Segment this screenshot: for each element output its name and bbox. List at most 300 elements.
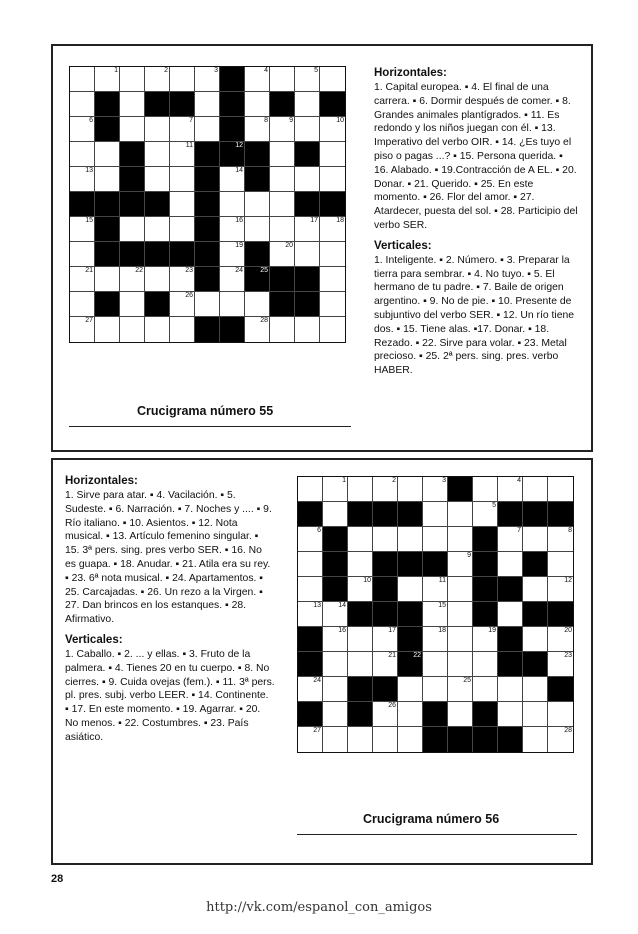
grid-cell[interactable] <box>323 677 348 702</box>
grid-cell[interactable] <box>548 477 573 502</box>
grid-cell[interactable] <box>220 217 245 242</box>
clue-number: 16 <box>235 217 243 224</box>
black-square <box>195 217 220 242</box>
grid-cell[interactable] <box>373 652 398 677</box>
grid-cell[interactable] <box>348 527 373 552</box>
clue-number: 13 <box>313 602 321 609</box>
clue-number: 20 <box>564 627 572 634</box>
grid-cell[interactable] <box>348 577 373 602</box>
clue-number: 24 <box>235 267 243 274</box>
grid-cell[interactable] <box>448 527 473 552</box>
grid-cell[interactable] <box>95 67 120 92</box>
black-square <box>373 552 398 577</box>
black-square <box>95 192 120 217</box>
grid-cell[interactable] <box>245 292 270 317</box>
black-square <box>473 727 498 752</box>
black-square <box>320 192 345 217</box>
footer-url: http://vk.com/espanol_con_amigos <box>206 900 432 915</box>
grid-cell[interactable] <box>320 167 345 192</box>
grid-cell[interactable] <box>473 652 498 677</box>
grid-cell[interactable] <box>298 527 323 552</box>
black-square <box>295 267 320 292</box>
black-square <box>120 242 145 267</box>
clue-number: 25 <box>260 267 268 274</box>
grid-cell[interactable] <box>348 627 373 652</box>
grid-cell[interactable] <box>145 142 170 167</box>
grid-cell[interactable] <box>245 192 270 217</box>
black-square <box>373 602 398 627</box>
black-square <box>548 502 573 527</box>
clue-number: 24 <box>313 677 321 684</box>
grid-cell[interactable] <box>523 727 548 752</box>
black-square <box>523 552 548 577</box>
clue-number: 6 <box>89 117 93 124</box>
grid-cell[interactable] <box>295 317 320 342</box>
clue-number: 12 <box>235 142 243 149</box>
black-square <box>473 552 498 577</box>
clue-number: 15 <box>438 602 446 609</box>
clue-number: 14 <box>338 602 346 609</box>
grid-cell[interactable] <box>95 142 120 167</box>
grid-cell[interactable] <box>220 192 245 217</box>
black-square <box>95 242 120 267</box>
grid-cell[interactable] <box>320 217 345 242</box>
grid-cell[interactable] <box>548 527 573 552</box>
grid-cell[interactable] <box>398 677 423 702</box>
grid-cell[interactable] <box>473 677 498 702</box>
grid-cell[interactable] <box>245 117 270 142</box>
grid-cell[interactable] <box>473 502 498 527</box>
clue-number: 23 <box>564 652 572 659</box>
grid-cell[interactable] <box>95 267 120 292</box>
grid-cell[interactable] <box>423 502 448 527</box>
grid-cell[interactable] <box>170 292 195 317</box>
grid-cell[interactable] <box>95 167 120 192</box>
grid-cell[interactable] <box>245 217 270 242</box>
horizontal-heading: Horizontales: <box>65 475 138 487</box>
black-square <box>120 167 145 192</box>
black-square <box>298 627 323 652</box>
black-square <box>373 502 398 527</box>
grid-cell[interactable] <box>548 577 573 602</box>
grid-cell[interactable] <box>120 217 145 242</box>
grid-cell[interactable] <box>70 142 95 167</box>
grid-cell[interactable] <box>245 317 270 342</box>
black-square <box>398 552 423 577</box>
grid-cell[interactable] <box>323 502 348 527</box>
grid-cell[interactable] <box>348 652 373 677</box>
grid-cell[interactable] <box>448 602 473 627</box>
black-square <box>398 627 423 652</box>
black-square <box>473 702 498 727</box>
grid-cell[interactable] <box>120 317 145 342</box>
grid-cell[interactable] <box>548 552 573 577</box>
grid-cell[interactable] <box>270 217 295 242</box>
grid-cell[interactable] <box>373 627 398 652</box>
grid-cell[interactable] <box>70 92 95 117</box>
grid-cell[interactable] <box>348 552 373 577</box>
grid-cell[interactable] <box>523 677 548 702</box>
clue-number: 9 <box>467 552 471 559</box>
grid-cell[interactable] <box>298 677 323 702</box>
grid-cell[interactable] <box>195 92 220 117</box>
grid-cell[interactable] <box>120 267 145 292</box>
black-square <box>423 702 448 727</box>
grid-cell[interactable] <box>170 167 195 192</box>
grid-cell[interactable] <box>320 142 345 167</box>
grid-cell[interactable] <box>145 167 170 192</box>
clue-number: 9 <box>289 117 293 124</box>
clue-number: 19 <box>488 627 496 634</box>
clue-number: 12 <box>564 577 572 584</box>
grid-cell[interactable] <box>170 317 195 342</box>
black-square <box>145 192 170 217</box>
black-square <box>323 577 348 602</box>
grid-cell[interactable] <box>398 727 423 752</box>
crossword-55-title-rule <box>69 426 351 427</box>
black-square <box>220 317 245 342</box>
vertical-heading: Verticales: <box>374 239 432 252</box>
grid-cell[interactable] <box>320 267 345 292</box>
grid-cell[interactable] <box>423 602 448 627</box>
clue-number: 22 <box>413 652 421 659</box>
grid-cell[interactable] <box>320 292 345 317</box>
crossword-55-clues <box>374 66 578 384</box>
grid-cell[interactable] <box>448 627 473 652</box>
grid-cell[interactable] <box>398 577 423 602</box>
grid-cell[interactable] <box>323 602 348 627</box>
grid-cell[interactable] <box>270 317 295 342</box>
grid-cell[interactable] <box>548 627 573 652</box>
grid-cell[interactable] <box>170 192 195 217</box>
grid-cell[interactable] <box>323 652 348 677</box>
grid-cell[interactable] <box>298 577 323 602</box>
clue-number: 1 <box>114 67 118 74</box>
black-square <box>498 727 523 752</box>
grid-cell[interactable] <box>220 242 245 267</box>
grid-cell[interactable] <box>523 627 548 652</box>
grid-cell[interactable] <box>70 67 95 92</box>
grid-cell[interactable] <box>270 167 295 192</box>
grid-cell[interactable] <box>270 142 295 167</box>
clue-number: 8 <box>568 527 572 534</box>
grid-cell[interactable] <box>373 477 398 502</box>
grid-cell[interactable] <box>295 217 320 242</box>
black-square <box>348 702 373 727</box>
crossword-56-grid <box>297 476 574 753</box>
grid-cell[interactable] <box>70 117 95 142</box>
clue-number: 5 <box>492 502 496 509</box>
clue-number: 8 <box>264 117 268 124</box>
grid-cell[interactable] <box>120 117 145 142</box>
black-square <box>373 577 398 602</box>
black-square <box>245 242 270 267</box>
grid-cell[interactable] <box>95 317 120 342</box>
clue-number: 4 <box>517 477 521 484</box>
grid-cell[interactable] <box>320 117 345 142</box>
black-square <box>270 92 295 117</box>
grid-cell[interactable] <box>423 627 448 652</box>
clue-number: 26 <box>185 292 193 299</box>
grid-cell[interactable] <box>373 702 398 727</box>
clue-number: 17 <box>310 217 318 224</box>
grid-cell[interactable] <box>323 477 348 502</box>
black-square <box>448 727 473 752</box>
grid-cell[interactable] <box>145 67 170 92</box>
grid-cell[interactable] <box>548 727 573 752</box>
horizontal-heading: Horizontales: <box>374 67 447 79</box>
grid-cell[interactable] <box>348 727 373 752</box>
clue-number: 4 <box>264 67 268 74</box>
grid-cell[interactable] <box>220 267 245 292</box>
grid-cell[interactable] <box>320 242 345 267</box>
grid-cell[interactable] <box>170 267 195 292</box>
black-square <box>398 602 423 627</box>
black-square <box>298 702 323 727</box>
clue-number: 17 <box>388 627 396 634</box>
grid-cell[interactable] <box>145 317 170 342</box>
vertical-clues: 1. Caballo. ▪ 2. ... y ellas. ▪ 3. Fruto de la palmera. ▪ 4. Tienes 20 en tu cuerpo. ▪ 8. No cierres. ▪ 9. Cuida ovejas (fem.). ▪ 11. 3ª pers. pl. pres. subj. verbo LEER. ▪ 14. Continente. ▪ 17. En este momento. ▪ 19. Agarrar. ▪ 20. No menos. ▪ 22. Costumbres. ▪ 23. País asiático. <box>65 648 275 743</box>
grid-cell[interactable] <box>523 527 548 552</box>
clue-number: 15 <box>85 217 93 224</box>
grid-cell[interactable] <box>245 92 270 117</box>
clue-number: 11 <box>185 142 193 149</box>
black-square <box>373 677 398 702</box>
grid-cell[interactable] <box>195 292 220 317</box>
horizontal-clues: 1. Capital europea. ▪ 4. El final de una carrera. ▪ 6. Dormir después de comer. ▪ 8. Grandes animales plantígrados. ▪ 11. Es redondo y los niños juegan con él. ▪ 13. Imperativo del verbo OIR. ▪ 14. ¿Es tuyo el piso o pagas ...? ▪ 15. Persona querida. ▪ 16. Alabado. ▪ 19.Contracción de A EL. ▪ 20. Donar. ▪ 21. Querido. ▪ 25. En este momento. ▪ 26. Flor del amor. ▪ 27. Atardecer, puesta del sol. ▪ 28. Participio del verbo SER. <box>374 82 578 231</box>
grid-cell[interactable] <box>70 267 95 292</box>
clue-number: 21 <box>85 267 93 274</box>
grid-cell[interactable] <box>270 117 295 142</box>
grid-cell[interactable] <box>548 702 573 727</box>
black-square <box>348 677 373 702</box>
grid-cell[interactable] <box>298 602 323 627</box>
black-square <box>220 117 245 142</box>
grid-cell[interactable] <box>423 652 448 677</box>
grid-cell[interactable] <box>245 67 270 92</box>
clue-number: 1 <box>342 477 346 484</box>
black-square <box>423 552 448 577</box>
black-square <box>195 142 220 167</box>
crossword-56-title: Crucigrama número 56 <box>363 812 500 826</box>
grid-cell[interactable] <box>70 217 95 242</box>
black-square <box>220 142 245 167</box>
grid-cell[interactable] <box>398 477 423 502</box>
clue-number: 20 <box>285 242 293 249</box>
grid-cell[interactable] <box>295 117 320 142</box>
black-square <box>145 292 170 317</box>
grid-cell[interactable] <box>498 477 523 502</box>
grid-cell[interactable] <box>195 67 220 92</box>
grid-cell[interactable] <box>270 242 295 267</box>
grid-cell[interactable] <box>295 92 320 117</box>
grid-cell[interactable] <box>498 552 523 577</box>
black-square <box>498 502 523 527</box>
grid-cell[interactable] <box>448 577 473 602</box>
grid-cell[interactable] <box>70 317 95 342</box>
black-square <box>398 652 423 677</box>
black-square <box>145 92 170 117</box>
black-square <box>195 317 220 342</box>
grid-cell[interactable] <box>498 702 523 727</box>
black-square <box>398 502 423 527</box>
black-square <box>95 117 120 142</box>
crossword-56-panel <box>51 458 593 865</box>
grid-cell[interactable] <box>220 167 245 192</box>
black-square <box>220 92 245 117</box>
black-square <box>473 602 498 627</box>
grid-cell[interactable] <box>523 702 548 727</box>
crossword-55-panel <box>51 44 593 452</box>
grid-cell[interactable] <box>398 527 423 552</box>
crossword-55-grid <box>69 66 346 343</box>
clue-number: 11 <box>438 577 446 584</box>
clue-number: 7 <box>189 117 193 124</box>
clue-number: 3 <box>214 67 218 74</box>
black-square <box>195 267 220 292</box>
crossword-56-title-rule <box>297 834 577 835</box>
black-square <box>423 727 448 752</box>
black-square <box>245 167 270 192</box>
grid-cell[interactable] <box>320 317 345 342</box>
black-square <box>295 292 320 317</box>
black-square <box>120 192 145 217</box>
clue-number: 25 <box>463 677 471 684</box>
grid-cell[interactable] <box>548 652 573 677</box>
grid-cell[interactable] <box>145 267 170 292</box>
clue-number: 18 <box>336 217 344 224</box>
vertical-clues: 1. Inteligente. ▪ 2. Número. ▪ 3. Preparar la tierra para sembrar. ▪ 4. No tuyo. ▪ 5. El hermano de tu padre. ▪ 7. Baile de origen argentino. ▪ 9. No de pie. ▪ 10. Presente de subjuntivo del verbo SER. ▪ 12. Un río tiene dos. ▪ 15. Tiene alas. ▪17. Donar. ▪ 18. Rezado. ▪ 22. Sirve para volar. ▪ 23. Metal precioso. ▪ 25. 2ª pers. sing. pres. verbo HABER. <box>374 254 575 377</box>
grid-cell[interactable] <box>423 677 448 702</box>
grid-cell[interactable] <box>170 217 195 242</box>
grid-cell[interactable] <box>498 677 523 702</box>
crossword-56-clues <box>65 474 275 751</box>
clue-number: 3 <box>442 477 446 484</box>
black-square <box>348 502 373 527</box>
clue-number: 28 <box>564 727 572 734</box>
grid-cell[interactable] <box>323 727 348 752</box>
grid-cell[interactable] <box>373 727 398 752</box>
grid-cell[interactable] <box>298 727 323 752</box>
black-square <box>323 552 348 577</box>
clue-number: 5 <box>314 67 318 74</box>
grid-cell[interactable] <box>448 702 473 727</box>
black-square <box>95 292 120 317</box>
clue-number: 14 <box>235 167 243 174</box>
grid-cell[interactable] <box>120 92 145 117</box>
grid-cell[interactable] <box>323 702 348 727</box>
grid-cell[interactable] <box>348 477 373 502</box>
black-square <box>498 627 523 652</box>
black-square <box>348 602 373 627</box>
grid-cell[interactable] <box>423 477 448 502</box>
grid-cell[interactable] <box>323 627 348 652</box>
clue-number: 10 <box>336 117 344 124</box>
clue-number: 21 <box>388 652 396 659</box>
grid-cell[interactable] <box>473 477 498 502</box>
black-square <box>70 192 95 217</box>
clue-number: 28 <box>260 317 268 324</box>
vertical-heading: Verticales: <box>65 633 123 646</box>
grid-cell[interactable] <box>448 552 473 577</box>
black-square <box>120 142 145 167</box>
black-square <box>95 92 120 117</box>
black-square <box>523 502 548 527</box>
grid-cell[interactable] <box>170 117 195 142</box>
grid-cell[interactable] <box>145 117 170 142</box>
black-square <box>170 242 195 267</box>
black-square <box>195 242 220 267</box>
grid-cell[interactable] <box>320 67 345 92</box>
clue-number: 27 <box>85 317 93 324</box>
grid-cell[interactable] <box>473 627 498 652</box>
clue-number: 19 <box>235 242 243 249</box>
grid-cell[interactable] <box>170 142 195 167</box>
clue-number: 13 <box>85 167 93 174</box>
black-square <box>295 142 320 167</box>
black-square <box>195 167 220 192</box>
black-square <box>170 92 195 117</box>
black-square <box>270 292 295 317</box>
clue-number: 10 <box>363 577 371 584</box>
black-square <box>320 92 345 117</box>
grid-cell[interactable] <box>70 242 95 267</box>
clue-number: 22 <box>135 267 143 274</box>
grid-cell[interactable] <box>220 292 245 317</box>
grid-cell[interactable] <box>70 292 95 317</box>
grid-cell[interactable] <box>298 552 323 577</box>
grid-cell[interactable] <box>120 67 145 92</box>
grid-cell[interactable] <box>170 67 195 92</box>
grid-cell[interactable] <box>295 67 320 92</box>
grid-cell[interactable] <box>423 577 448 602</box>
clue-number: 6 <box>317 527 321 534</box>
black-square <box>498 652 523 677</box>
black-square <box>298 502 323 527</box>
black-square <box>145 242 170 267</box>
grid-cell[interactable] <box>373 527 398 552</box>
clue-number: 7 <box>517 527 521 534</box>
black-square <box>298 652 323 677</box>
grid-cell[interactable] <box>498 602 523 627</box>
grid-cell[interactable] <box>498 527 523 552</box>
clue-number: 27 <box>313 727 321 734</box>
grid-cell[interactable] <box>448 502 473 527</box>
grid-cell[interactable] <box>145 217 170 242</box>
grid-cell[interactable] <box>70 167 95 192</box>
grid-cell[interactable] <box>448 652 473 677</box>
grid-cell[interactable] <box>448 677 473 702</box>
grid-cell[interactable] <box>270 192 295 217</box>
grid-cell[interactable] <box>270 67 295 92</box>
black-square <box>548 602 573 627</box>
grid-cell[interactable] <box>295 242 320 267</box>
grid-cell[interactable] <box>195 117 220 142</box>
black-square <box>95 217 120 242</box>
grid-cell[interactable] <box>523 577 548 602</box>
grid-cell[interactable] <box>120 292 145 317</box>
grid-cell[interactable] <box>523 477 548 502</box>
black-square <box>448 477 473 502</box>
grid-cell[interactable] <box>423 527 448 552</box>
grid-cell[interactable] <box>298 477 323 502</box>
grid-cell[interactable] <box>295 167 320 192</box>
black-square <box>523 602 548 627</box>
black-square <box>323 527 348 552</box>
clue-number: 2 <box>164 67 168 74</box>
grid-cell[interactable] <box>398 702 423 727</box>
clue-number: 18 <box>438 627 446 634</box>
